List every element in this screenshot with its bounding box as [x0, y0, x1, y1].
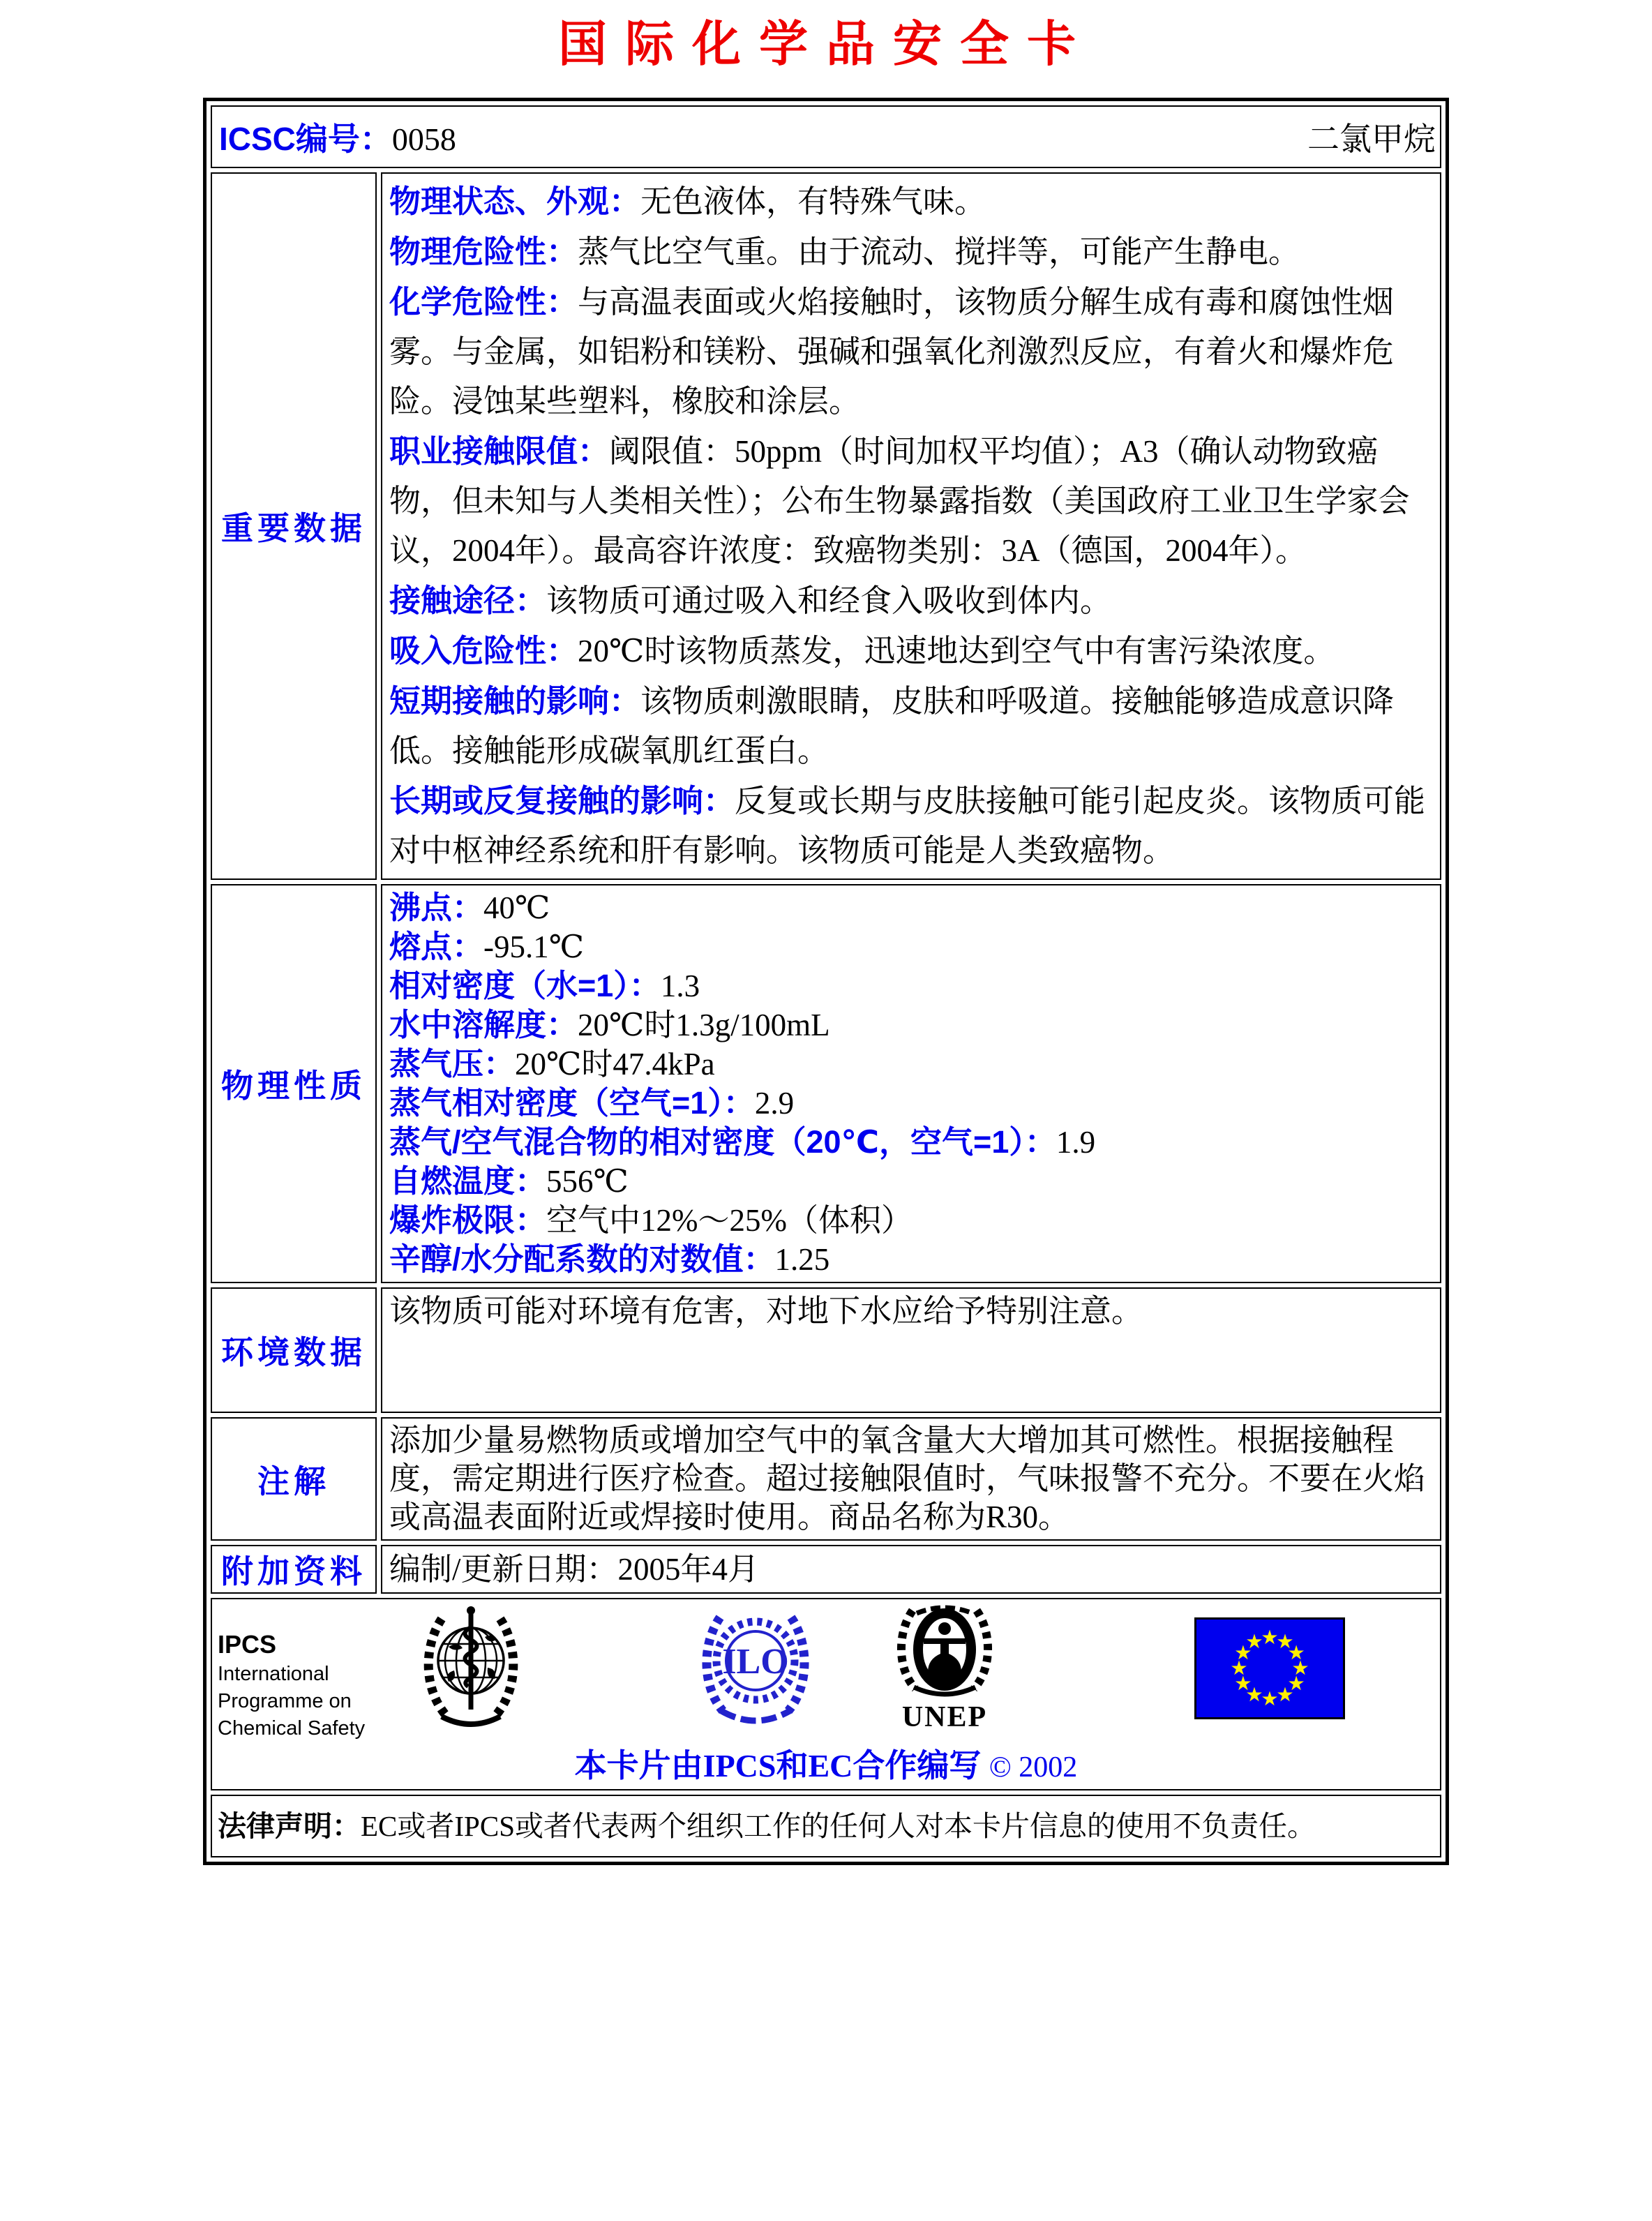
logos-cell [211, 1598, 1441, 1790]
header-cell [211, 105, 1441, 168]
important-item: 短期接触的影响：该物质刺激眼睛，皮肤和呼吸道。接触能够造成意识降低。接触能形成碳氧肌红蛋白。 [389, 683, 1395, 768]
eu-flag-icon [1194, 1617, 1345, 1723]
chemical-name: 二氯甲烷 [1307, 121, 1436, 157]
ipcs-line: Programme on [218, 1690, 352, 1712]
ipcs-acronym: IPCS [218, 1630, 277, 1659]
property-line: 相对密度（水=1）：1.3 [389, 968, 700, 1003]
ipcs-line: International [218, 1663, 329, 1685]
important-item: 物理危险性：蒸气比空气重。由于流动、搅拌等，可能产生静电。 [389, 234, 1300, 269]
property-line: 水中溶解度：20℃时1.3g/100mL [389, 1007, 830, 1042]
notes-label: 注解 [211, 1417, 377, 1541]
icsc-number-group [219, 114, 456, 160]
copyright-text: © 2002 [989, 1751, 1078, 1783]
property-line: 蒸气/空气混合物的相对密度（20℃，空气=1）：1.9 [389, 1124, 1096, 1160]
important-item: 长期或反复接触的影响：反复或长期与皮肤接触可能引起皮炎。该物质可能对中枢神经系统和肝有影响。该物质可能是人类致癌物。 [389, 783, 1426, 868]
ipcs-line: Chemical Safety [218, 1717, 366, 1740]
property-line: 蒸气压：20℃时47.4kPa [389, 1046, 715, 1082]
additional-info-content [381, 1545, 1441, 1594]
property-line: 蒸气相对密度（空气=1）：2.9 [389, 1085, 795, 1121]
legal-text: EC或者IPCS或者代表两个组织工作的任何人对本卡片信息的使用不负责任。 [361, 1810, 1316, 1842]
additional-info-label: 附加资料 [211, 1545, 377, 1594]
icsc-number-value: 0058 [391, 121, 456, 157]
property-line: 沸点：40℃ [389, 890, 550, 925]
ilo-logo-icon [700, 1605, 811, 1735]
who-logo-icon [418, 1603, 524, 1738]
ilo-letters: ILO [722, 1642, 789, 1682]
legal-cell [211, 1795, 1441, 1857]
environment-row [211, 1287, 1441, 1413]
important-data-content [381, 172, 1441, 880]
legal-label: 法律声明： [218, 1810, 361, 1842]
header-row [211, 105, 1441, 168]
legal-row [211, 1795, 1441, 1857]
unep-caption: UNEP [901, 1701, 988, 1733]
unep-logo-icon [896, 1602, 993, 1734]
notes-row [211, 1417, 1441, 1541]
important-item: 化学危险性：与高温表面或火焰接触时，该物质分解生成有毒和腐蚀性烟雾。与金属，如铝粉和镁粉、强碱和强氧化剂激烈反应，有着火和爆炸危险。浸蚀某些塑料，橡胶和涂层。 [389, 284, 1395, 419]
important-item: 接触途径：该物质可通过吸入和经食入吸收到体内。 [389, 583, 1112, 618]
card-caption [212, 1740, 1440, 1786]
environment-text: 该物质可能对环境有危害，对地下水应给予特别注意。 [389, 1294, 1143, 1329]
important-item: 物理状态、外观：无色液体，有特殊气味。 [389, 184, 986, 219]
important-data-label: 重要数据 [211, 172, 377, 880]
additional-info-row [211, 1545, 1441, 1594]
physical-properties-content [381, 884, 1441, 1283]
property-line: 自燃温度：556℃ [389, 1163, 629, 1199]
additional-info-text: 编制/更新日期：2005年4月 [389, 1552, 760, 1587]
notes-text: 添加少量易燃物质或增加空气中的氧含量大大增加其可燃性。根据接触程度，需定期进行医疗检查。超过接触限值时，气味报警不充分。不要在火焰或高温表面附近或焊接时使用。商品名称为R30。 [389, 1423, 1426, 1534]
environment-content [381, 1287, 1441, 1413]
icsc-number-label: ICSC编号： [219, 121, 392, 157]
property-line: 辛醇/水分配系数的对数值：1.25 [389, 1241, 830, 1277]
important-data-row [211, 172, 1441, 880]
important-item: 职业接触限值：阈限值：50ppm（时间加权平均值）；A3（确认动物致癌物，但未知与人类相关性）；公布生物暴露指数（美国政府工业卫生学家会议，2004年）。最高容许浓度：致癌物类别：3A（德国，2004年）。 [389, 433, 1410, 568]
ipcs-text-block [218, 1629, 365, 1742]
environment-label: 环境数据 [211, 1287, 377, 1413]
caption-text: 本卡片由IPCS和EC合作编写 [574, 1748, 982, 1783]
physical-properties-row [211, 884, 1441, 1283]
notes-content [381, 1417, 1441, 1541]
property-line: 熔点：-95.1℃ [389, 929, 585, 964]
logos-row [211, 1598, 1441, 1790]
important-item: 吸入危险性：20℃时该物质蒸发，迅速地达到空气中有害污染浓度。 [389, 633, 1335, 668]
safety-card-table [203, 98, 1449, 1865]
physical-properties-label: 物理性质 [211, 884, 377, 1283]
property-line: 爆炸极限：空气中12%～25%（体积） [389, 1202, 913, 1238]
page-title: 国际化学品安全卡 [558, 18, 1094, 72]
